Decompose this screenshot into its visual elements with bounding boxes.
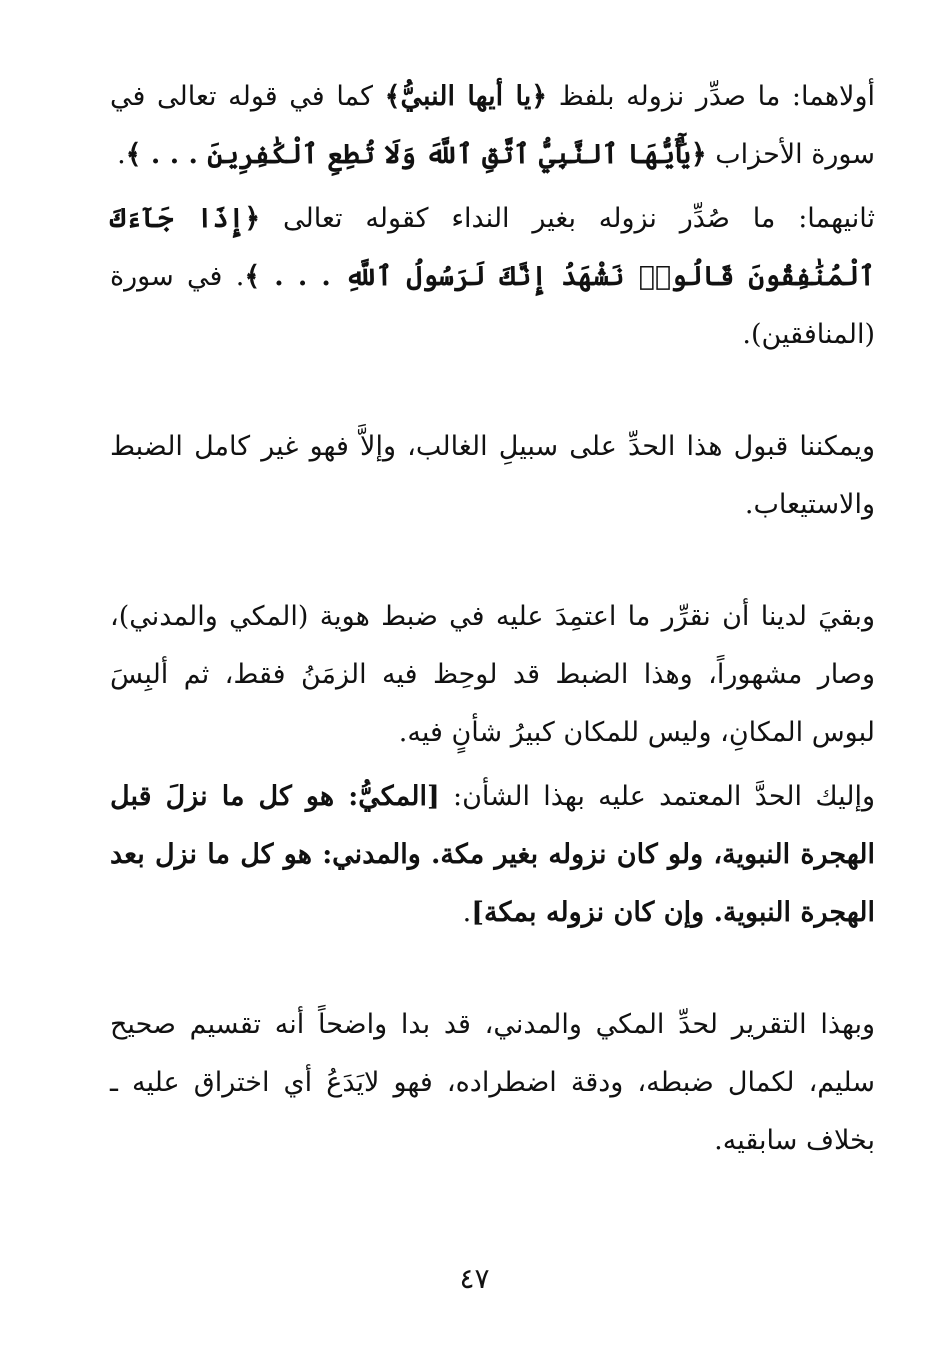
spacer bbox=[110, 534, 875, 588]
text-segment: ثانيهما: ما صُدِّر نزوله بغير النداء كقوله تعالى bbox=[260, 203, 875, 234]
text-segment: كما في قوله تعالى في سورة الأحزاب bbox=[110, 81, 875, 170]
spacer bbox=[110, 364, 875, 418]
bold-definition: [المكيُّ: هو كل ما نزلَ قبل الهجرة النبوية، ولو كان نزوله بغير مكة. والمدني: هو كل ما نزل بعد الهجرة النبوية. وإن كان نزوله بمكة] bbox=[110, 781, 875, 928]
paragraph-first-type bbox=[110, 68, 875, 184]
text-segment: أولاهما: ما صدِّر نزوله بلفظ bbox=[547, 81, 876, 112]
paragraph-second-type bbox=[110, 190, 875, 364]
page-number: ٤٧ bbox=[459, 1262, 490, 1295]
text-segment: . في سورة (المنافقين). bbox=[110, 261, 875, 350]
quran-verse-al-munafiqun: ﴿إِذَا جَآءَكَ ٱلْمُنَٰفِقُونَ قَالُوا۟ نَشْهَدُ إِنَّكَ لَرَسُولُ ٱللَّهِ . . . ﴾ bbox=[110, 203, 875, 292]
paragraph-acceptance: ويمكننا قبول هذا الحدِّ على سبيلِ الغالب، وإلاَّ فهو غير كامل الضبط والاستيعاب. bbox=[110, 431, 875, 520]
text-segment: . bbox=[462, 897, 472, 928]
quote-ya-ayyuha-an-nabi: ﴿يا أيها النبيُّ﴾ bbox=[384, 81, 548, 112]
paragraph-definition bbox=[110, 768, 875, 942]
text-segment: وإليك الحدَّ المعتمد عليه بهذا الشأن: bbox=[439, 781, 875, 812]
spacer bbox=[110, 942, 875, 996]
page-body bbox=[110, 68, 875, 1354]
text-segment: . bbox=[117, 139, 126, 170]
quran-verse-al-ahzab: ﴿يَٰٓأَيُّهَا ٱلنَّبِيُّ ٱتَّقِ ٱللَّهَ وَلَا تُطِعِ ٱلْكَٰفِرِينَ . . . ﴾ bbox=[125, 139, 707, 170]
paragraph-conclusion: وبهذا التقرير لحدِّ المكي والمدني، قد بدا واضحاً أنه تقسيم صحيح سليم، لكمال ضبطه، ودقة اضطراده، فهو لايَدَعُ أي اختراق عليه ـ بخلاف سابقيه. bbox=[110, 1009, 876, 1156]
paragraph-identity-criterion: وبقيَ لدينا أن نقرِّر ما اعتمِدَ عليه في ضبط هوية (المكي والمدني)، وصار مشهوراً، وهذا الضبط قد لوحِظ فيه الزمَنُ فقط، ثم ألبِسَ لبوس المكانِ، وليس للمكان كبيرُ شأنٍ فيه. bbox=[110, 601, 875, 748]
